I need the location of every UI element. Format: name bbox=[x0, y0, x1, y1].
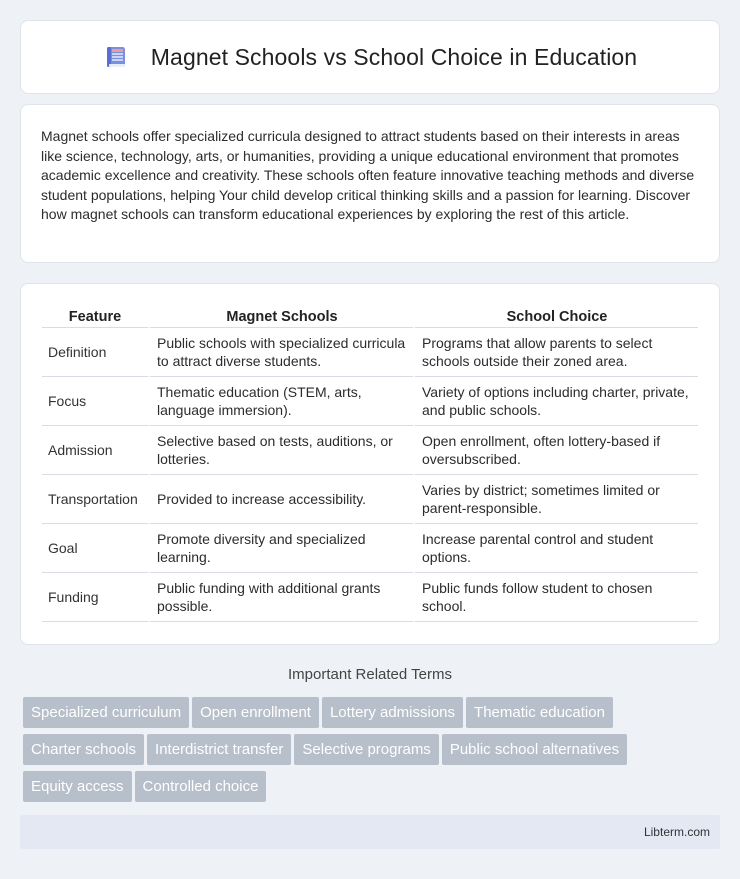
feature-cell: Goal bbox=[42, 524, 148, 573]
choice-cell: Varies by district; sometimes limited or parent-responsible. bbox=[413, 475, 698, 524]
term-tag[interactable]: Open enrollment bbox=[192, 697, 319, 728]
term-tag[interactable]: Lottery admissions bbox=[322, 697, 463, 728]
footer bbox=[20, 815, 720, 849]
term-tag[interactable]: Interdistrict transfer bbox=[147, 734, 291, 765]
table-row bbox=[42, 573, 698, 622]
feature-cell: Admission bbox=[42, 426, 148, 475]
comparison-card bbox=[20, 283, 720, 645]
choice-cell: Increase parental control and student options. bbox=[413, 524, 698, 573]
header-magnet-schools: Magnet Schools bbox=[148, 304, 413, 328]
term-tag[interactable]: Equity access bbox=[23, 771, 132, 802]
page-title: Magnet Schools vs School Choice in Education bbox=[150, 43, 638, 70]
header-feature: Feature bbox=[42, 304, 148, 328]
feature-cell: Transportation bbox=[42, 475, 148, 524]
magnet-cell: Thematic education (STEM, arts, language immersion). bbox=[148, 377, 413, 426]
choice-cell: Open enrollment, often lottery-based if oversubscribed. bbox=[413, 426, 698, 475]
related-terms-list bbox=[23, 697, 723, 808]
table-row bbox=[42, 426, 698, 475]
feature-cell: Funding bbox=[42, 573, 148, 622]
table-row bbox=[42, 328, 698, 377]
magnet-cell: Public funding with additional grants possible. bbox=[148, 573, 413, 622]
term-tag[interactable]: Selective programs bbox=[294, 734, 438, 765]
footer-site-link[interactable]: Libterm.com bbox=[643, 825, 710, 839]
feature-cell: Definition bbox=[42, 328, 148, 377]
table-row bbox=[42, 377, 698, 426]
magnet-cell: Promote diversity and specialized learning. bbox=[148, 524, 413, 573]
intro-card bbox=[20, 104, 720, 263]
term-tag[interactable]: Charter schools bbox=[23, 734, 144, 765]
table-header-row bbox=[42, 304, 698, 328]
magnet-cell: Provided to increase accessibility. bbox=[148, 475, 413, 524]
feature-cell: Focus bbox=[42, 377, 148, 426]
choice-cell: Variety of options including charter, private, and public schools. bbox=[413, 377, 698, 426]
title-card bbox=[20, 20, 720, 94]
choice-cell: Programs that allow parents to select schools outside their zoned area. bbox=[413, 328, 698, 377]
book-icon bbox=[103, 44, 129, 70]
related-terms-title: Important Related Terms bbox=[288, 666, 452, 683]
magnet-cell: Selective based on tests, auditions, or lotteries. bbox=[148, 426, 413, 475]
comparison-table bbox=[42, 304, 698, 622]
table-row bbox=[42, 524, 698, 573]
term-tag[interactable]: Specialized curriculum bbox=[23, 697, 189, 728]
term-tag[interactable]: Thematic education bbox=[466, 697, 613, 728]
term-tag[interactable]: Public school alternatives bbox=[442, 734, 627, 765]
table-row bbox=[42, 475, 698, 524]
magnet-cell: Public schools with specialized curricula to attract diverse students. bbox=[148, 328, 413, 377]
intro-paragraph: Magnet schools offer specialized curricula designed to attract students based on their interests in areas like science, technology, arts, or humanities, providing a unique educational environment that promotes academic excellence and creativity. These schools often feature innovative teaching methods and diverse student populations, helping Your child develop critical thinking skills and a passion for learning. Discover how magnet schools can transform educational experiences by exploring the rest of this article. bbox=[41, 128, 695, 223]
choice-cell: Public funds follow student to chosen school. bbox=[413, 573, 698, 622]
header-school-choice: School Choice bbox=[413, 304, 698, 328]
term-tag[interactable]: Controlled choice bbox=[135, 771, 267, 802]
